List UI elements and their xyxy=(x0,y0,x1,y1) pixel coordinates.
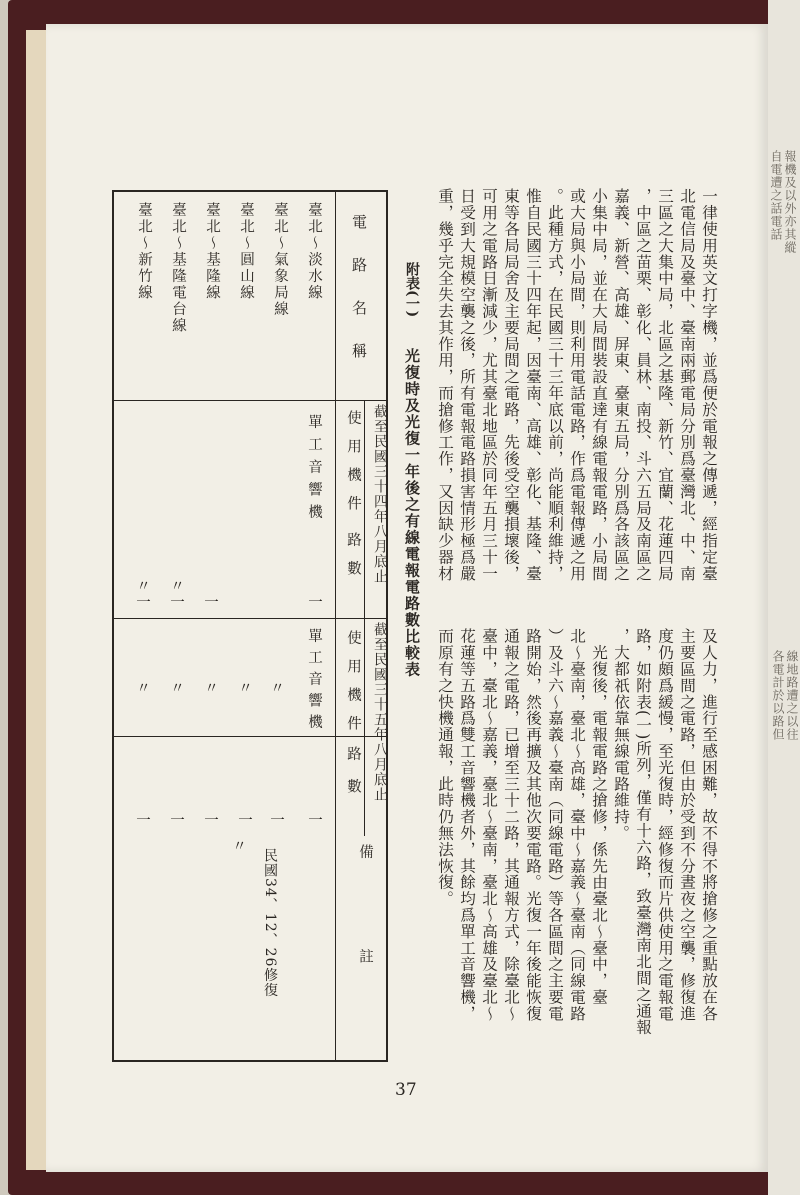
text-column: 或大局與小局間，則利用電話電路，作爲電報傳遞之用 xyxy=(568,188,586,582)
header-remarks: 備註 xyxy=(357,844,373,1053)
text-column: ，大都祇依靠無線電路維持。 xyxy=(612,628,630,842)
cell-machine-2: 〃 xyxy=(268,680,284,697)
text-column: 通報之電路，已增至三十二路，其通報方式，除臺北～ xyxy=(502,628,520,1022)
cell-count-2: 一 xyxy=(168,812,184,829)
cell-route: 臺北～基隆線 xyxy=(204,202,220,301)
text-column: 光復後，電報電路之搶修，係先由臺北～臺中，臺 xyxy=(590,628,608,1006)
next-page-text: 各電計於以路但 xyxy=(771,650,785,741)
text-column: ，中區之苗栗、彰化、員林、南投、斗六五局及南區之 xyxy=(634,188,652,582)
cell-machine-2: 單工音響機 xyxy=(306,628,322,736)
text-column: 東等各局局舍及主要局間之電路，先後受空襲損壞後， xyxy=(502,188,520,582)
header-count-2: 路數 xyxy=(345,746,361,811)
table-caption-label: 附表(一) xyxy=(404,262,420,318)
text-column: 路開始，然後再擴及其他次要電路。光復一年後能恢復 xyxy=(524,628,542,1022)
header-group2-title: 截至民國三十五年八月底止 xyxy=(372,622,388,802)
text-column: 可用之電路日漸減少，尤其臺北地區於同年五月三十一 xyxy=(480,188,498,582)
table-rule xyxy=(112,618,386,619)
cell-count-1: 一 xyxy=(306,594,322,611)
text-column: 北～臺南，臺北～高雄，臺中～嘉義～臺南（同線電路 xyxy=(568,628,586,1022)
cell-machine-2: 〃 xyxy=(134,680,150,697)
cell-route: 臺北～基隆電台線 xyxy=(170,202,186,334)
text-column: 北電信局及臺中、臺南兩郵電局分別爲臺灣北、中、南 xyxy=(678,188,696,582)
table-rule xyxy=(112,400,386,401)
cell-machine-2: 〃 xyxy=(168,680,184,697)
cell-route: 臺北～新竹線 xyxy=(136,202,152,301)
cell-remark: 民國34、12、26修復 xyxy=(262,848,278,998)
text-column: ）及斗六～嘉義～臺南（同線電路）等各區間之主要電 xyxy=(546,628,564,1022)
cell-count-1: 一 xyxy=(168,594,184,611)
cell-count-2: 一 xyxy=(236,812,252,829)
text-column: 重，幾乎完全失去其作用，而搶修工作，又因缺少器材 xyxy=(436,188,454,582)
header-machine-2: 使用機件 xyxy=(345,630,361,744)
text-column: 。此種方式，在民國三十三年底以前，尚能順利維持， xyxy=(546,188,564,582)
text-column: 三區之大集中局，北區之基隆、新竹、宜蘭、花蓮四局 xyxy=(656,188,674,582)
text-column: 花蓮等五路爲雙工音響機者外，其餘均爲單工音響機， xyxy=(458,628,476,1022)
text-column: 嘉義、新營、高雄、屏東、臺東五局，分別爲各該區之 xyxy=(612,188,630,582)
text-column: 小集中局，並在大局間裝設直達有線電報電路，小局間 xyxy=(590,188,608,582)
cell-remark: 〃 xyxy=(230,838,246,855)
cell-count-2: 一 xyxy=(134,812,150,829)
cell-route: 臺北～淡水線 xyxy=(306,202,322,301)
cell-route: 臺北～氣象局線 xyxy=(272,202,288,318)
next-page-text: 自電遭之話電話 xyxy=(769,150,783,241)
cell-machine-1: 〃 xyxy=(134,578,150,595)
text-column: 惟自民國三十四年起，因臺南、高雄、彰化、基隆、臺 xyxy=(524,188,542,582)
header-route-name: 電路名稱 xyxy=(350,214,368,386)
cell-machine-2: 〃 xyxy=(202,680,218,697)
text-column: 日受到大規模空襲之後，所有電報電路損害情形極爲嚴 xyxy=(458,188,476,582)
cell-count-1: 一 xyxy=(202,594,218,611)
cell-machine-2: 〃 xyxy=(236,680,252,697)
cell-count-2: 一 xyxy=(306,812,322,829)
table-header-rule xyxy=(364,400,365,836)
header-count-1: 路數 xyxy=(345,532,361,589)
cell-count-1: 一 xyxy=(134,594,150,611)
next-page-text: 線地路遭之以往 xyxy=(785,650,799,741)
next-page-text: 報機及以外亦其縱 xyxy=(783,150,797,254)
table-left-rule xyxy=(112,190,114,1062)
table-header-rule xyxy=(335,190,336,1062)
text-column: 一律使用英文打字機，並爲便於電報之傳遞，經指定臺 xyxy=(700,188,718,582)
cell-machine-1: 單工音響機 xyxy=(306,414,322,527)
cell-count-2: 一 xyxy=(268,812,284,829)
text-column: 臺中，臺北～嘉義，臺北～臺南，臺北～高雄及臺北～ xyxy=(480,628,498,1022)
table-bottom-rule xyxy=(112,1060,386,1062)
text-column: 路，如附表(一)所列，僅有十六路，致臺灣南北間之通報 xyxy=(634,628,652,1036)
text-column: 而原有之快機通報，此時仍無法恢復。 xyxy=(436,628,454,907)
cell-count-2: 一 xyxy=(202,812,218,829)
text-column: 度仍頗爲緩慢，至光復時，經修復而片供使用之電報電 xyxy=(656,628,674,1022)
header-machine-1: 使用機件 xyxy=(345,410,361,524)
text-column: 主要區間之電路，但由於受到不分晝夜之空襲，修復進 xyxy=(678,628,696,1022)
page-number: 37 xyxy=(395,1080,417,1100)
cell-machine-1: 〃 xyxy=(168,578,184,595)
cell-route: 臺北～圓山線 xyxy=(238,202,254,301)
text-column: 及人力，進行至感困難，故不得不將搶修之重點放在各 xyxy=(700,628,718,1022)
page-edges xyxy=(26,30,47,1170)
table-caption-title: 光復時及光復一年後之有線電報電路數比較表 xyxy=(403,348,421,678)
header-group1-title: 截至民國三十四年八月底止 xyxy=(372,404,388,584)
next-page-edge xyxy=(768,0,800,1195)
table-top-rule xyxy=(112,190,386,192)
